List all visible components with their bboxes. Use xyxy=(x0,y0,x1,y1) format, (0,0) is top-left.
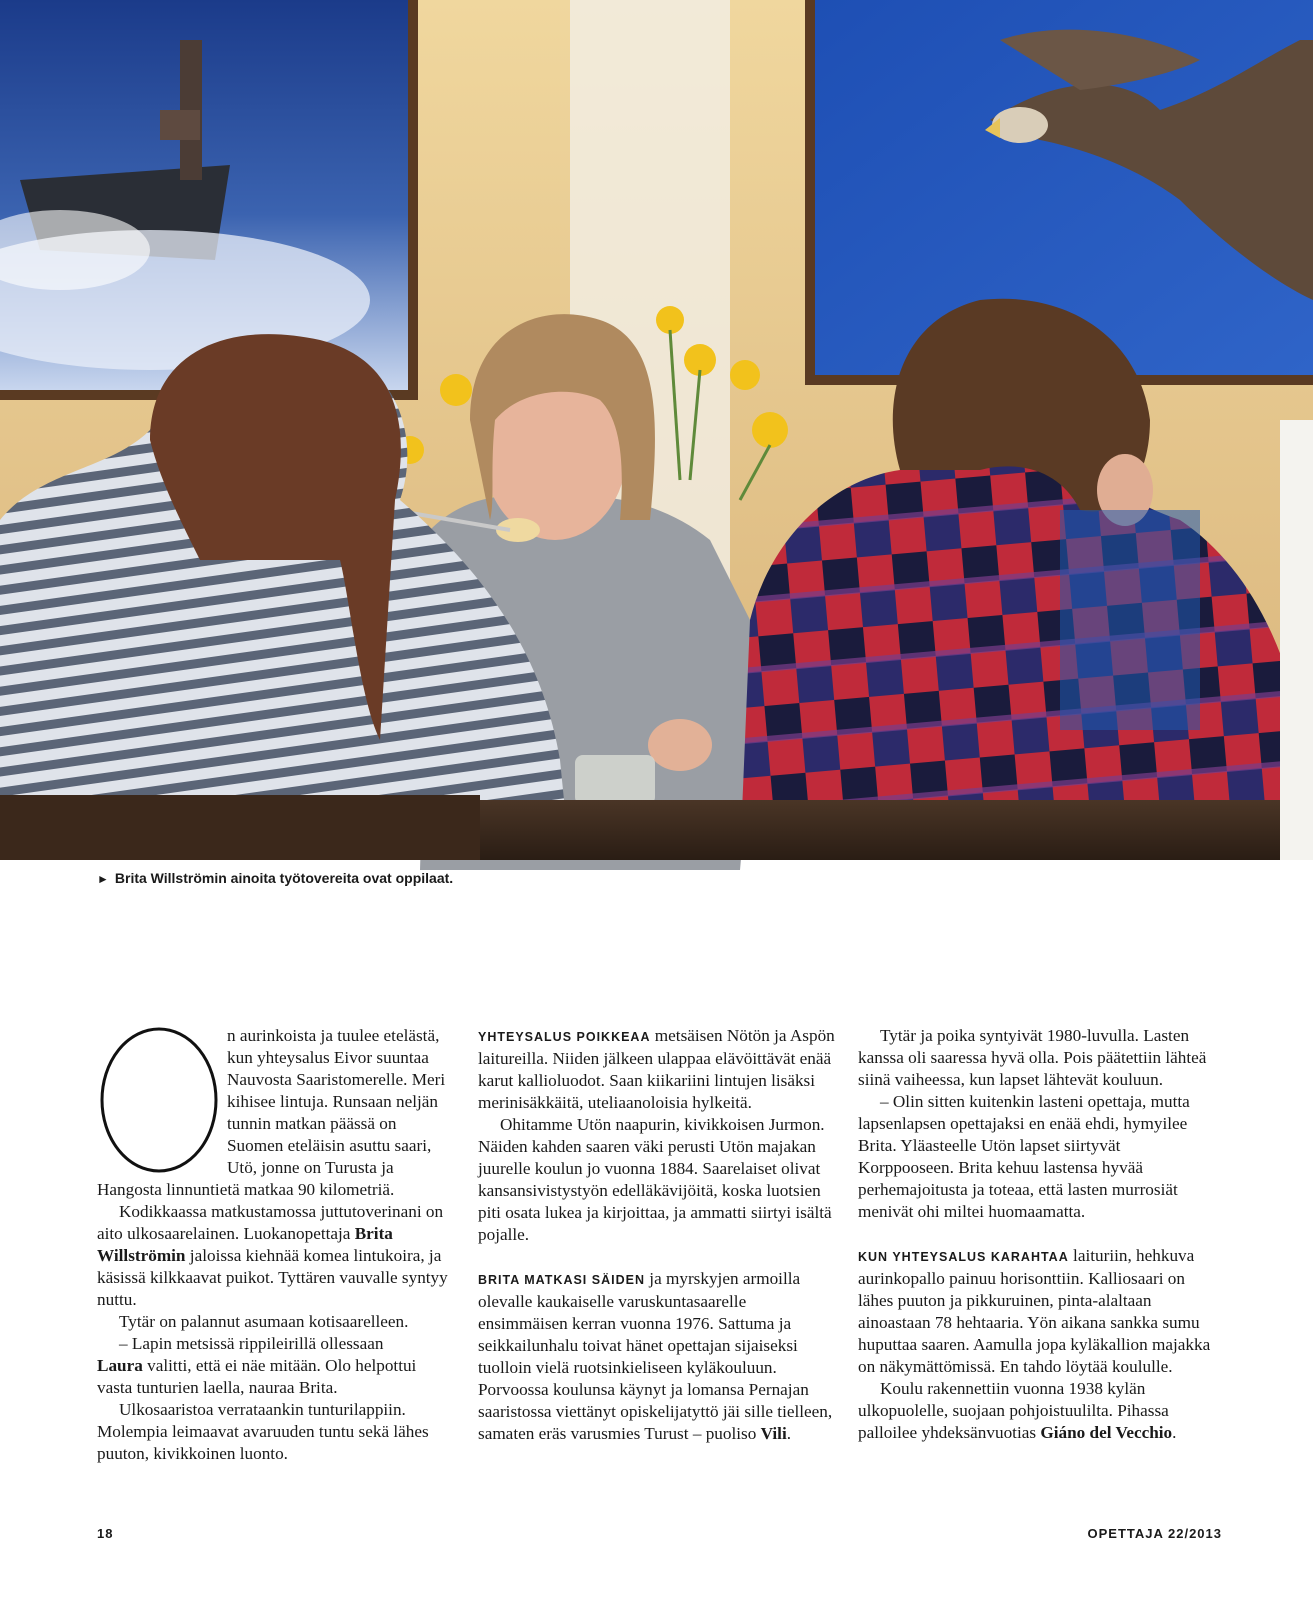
article-column-1 xyxy=(97,1012,455,1465)
drop-cap-o-icon xyxy=(97,1012,217,1172)
section-lead-in: BRITA MATKASI SÄIDEN xyxy=(478,1273,645,1287)
paragraph: Tytär ja poika syntyivät 1980-luvulla. Lasten kanssa oli saaressa hyvä olla. Pois päätettiin lähteä siinä vaiheessa, kun lapset lähtevät kouluun. xyxy=(858,1026,1207,1089)
paragraph-intro: n aurinkoista ja tuulee etelästä, kun yhteysalus Eivor suuntaa Nauvosta Saaristomerelle. Meri kihisee lintuja. Runsaan neljän tunnin matkan päässä on Suomen eteläisin asuttu saari, Utö, jonne on Turusta ja Hangosta linnuntietä matkaa 90 kilometriä. xyxy=(97,1026,446,1199)
photo-caption xyxy=(97,870,897,886)
paragraph-text: Kodikkaassa matkustamossa juttutoverinani on aito ulkosaarelainen. Luokanopettaja xyxy=(97,1202,444,1243)
paragraph xyxy=(478,1268,836,1445)
paragraph xyxy=(97,1201,455,1311)
page-number: 18 xyxy=(97,1526,114,1541)
paragraph-text: ja myrskyjen armoilla olevalle kaukaiselle varuskuntasaarelle ensimmäisen kerran vuonna 1976. Sattuma ja seikkailunhalu toivat hänet opettajan sijaiseksi tuolloin vielä ruotsinkieliseen kyläkouluun. Porvoossa koulunsa käynyt ja lomansa Pernajan saaristossa viettänyt opiskelijatyttö jäi sille tielleen, samaten eräs varusmies Turust – puoliso xyxy=(478,1269,833,1443)
paragraph: Ohitamme Utön naapurin, kivikkoisen Jurmon. Näiden kahden saaren väki perusti Utön majakan juurelle koulun jo vuonna 1884. Saarelaiset olivat kansansivistystyön edelläkävijöitä, koska luotsien piti osata lukea ja kirjoittaa, ja ammatti siirtyi isältä pojalle. xyxy=(478,1115,832,1244)
paragraph xyxy=(858,1245,1216,1378)
paragraph: Ulkosaaristoa verrataankin tunturilappiin. Molempia leimaavat avaruuden tuntu sekä lähes puuton, kivikkoinen luonto. xyxy=(97,1400,429,1463)
paragraph: Tytär on palannut asumaan kotisaarelleen. xyxy=(119,1312,409,1331)
paragraph-text: valitti, että ei näe mitään. Olo helpottui vasta tunturien laella, nauraa Brita. xyxy=(97,1356,417,1397)
person-name: Giáno del Vecchio xyxy=(1040,1423,1173,1442)
section-lead-in: KUN YHTEYSALUS KARAHTAA xyxy=(858,1250,1069,1264)
magazine-issue: OPETTAJA 22/2013 xyxy=(1087,1526,1222,1541)
article-column-2 xyxy=(478,1025,836,1445)
paragraph xyxy=(478,1025,836,1114)
paragraph: – Olin sitten kuitenkin lasteni opettaja, mutta lapsenlapsen opettajaksi en enää ehdi, hymyilee Brita. Yläasteelle Utön lapset siirtyvät Korppooseen. Brita kehuu lastensa hyvää perhemajoitusta ja toteaa, että lasten murrosiät menivät ohi miltei huomaamatta. xyxy=(858,1092,1190,1221)
paragraph-text: laituriin, hehkuva aurinkopallo painuu horisonttiin. Kalliosaari on lähes puuton ja pikkuruinen, pinta-alaltaan ainoastaan 78 hehtaaria. Yön aikana sankka sumu huputtaa saaren. Aamulla jopa kyläkallion majakka on näkymättömissä. En tahdo löytää koululle. xyxy=(858,1246,1211,1376)
drop-cap-o xyxy=(97,1012,217,1172)
drop-cap-letter: O xyxy=(97,1012,110,1031)
paragraph-text: jaloissa kiehnää komea lintukoira, ja käsissä kilkkaavat puikot. Tyttären vauvalle syntyy nuttu. xyxy=(97,1246,448,1309)
paragraph xyxy=(858,1378,1216,1444)
paragraph-text: metsäisen Nötön ja Aspön laitureilla. Niiden jälkeen ulappaa elävöittävät enää karut kallioluodot. Saan kiikariini lintujen lisäksi merinisäkkäitä, uteliaanoloisia hylkeitä. xyxy=(478,1026,835,1112)
article-column-3 xyxy=(858,1025,1216,1444)
person-name: Brita Willströmin xyxy=(97,1224,393,1265)
paragraph-text: – Lapin metsissä rippileirillä ollessaan xyxy=(119,1334,384,1353)
caption-text: Brita Willströmin ainoita työtovereita ovat oppilaat. xyxy=(114,870,454,886)
paragraph-text: . xyxy=(786,1424,792,1443)
paragraph-text: Koulu rakennettiin vuonna 1938 kylän ulkopuolelle, suojaan pohjoistuulilta. Pihassa palloilee yhdeksänvuotias xyxy=(858,1379,1169,1442)
section-lead-in: YHTEYSALUS POIKKEAA xyxy=(478,1030,651,1044)
paragraph-text: . xyxy=(1172,1423,1177,1442)
person-name: Laura xyxy=(97,1356,143,1375)
paragraph xyxy=(97,1333,455,1399)
person-name: Vili xyxy=(760,1424,787,1443)
caption-arrow-icon: ► xyxy=(97,872,109,886)
